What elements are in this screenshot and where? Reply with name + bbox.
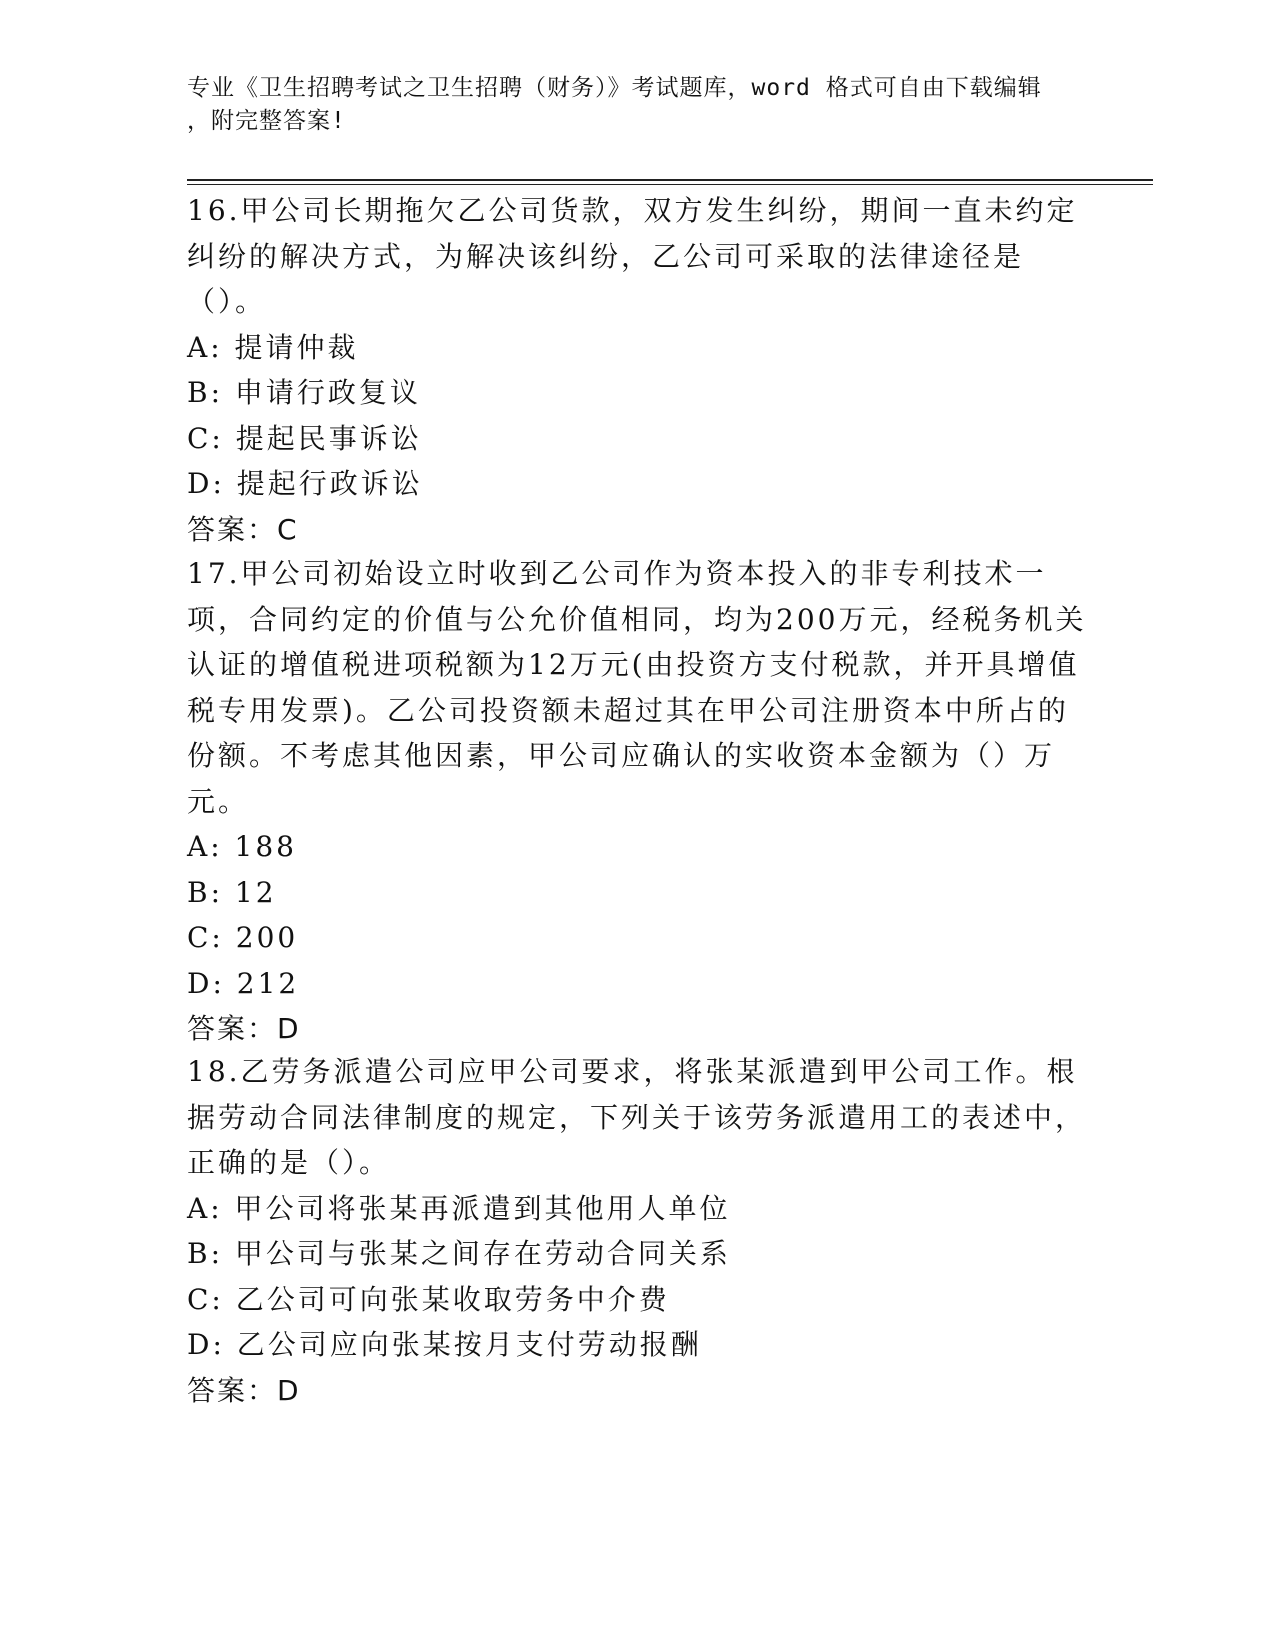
question-16 [187,188,1087,552]
question-stem: 17.甲公司初始设立时收到乙公司作为资本投入的非专利技术一项，合同约定的价值与公允价值相同，均为200万元，经税务机关认证的增值税进项税额为12万元(由投资方支付税款，并开具增值税专用发票)。乙公司投资额未超过其在甲公司注册资本中所占的份额。不考虑其他因素，甲公司应确认的实收资本金额为（）万元。 [187,557,1087,818]
header-divider-thin [187,184,1153,185]
question-18 [187,1049,1087,1413]
option-b: B: 申请行政复议 [187,376,421,409]
question-stem: 18.乙劳务派遣公司应甲公司要求，将张某派遣到甲公司工作。根据劳动合同法律制度的规定，下列关于该劳务派遣用工的表述中，正确的是（）。 [187,1055,1087,1179]
header-divider [187,179,1153,181]
document-header [187,72,1067,138]
option-d: D: 乙公司应向张某按月支付劳动报酬 [187,1328,702,1361]
answer: 答案：D [187,1012,301,1045]
option-c: C: 200 [187,921,299,954]
option-b: B: 甲公司与张某之间存在劳动合同关系 [187,1237,731,1270]
option-c: C: 乙公司可向张某收取劳务中介费 [187,1282,670,1316]
answer: 答案：D [187,1373,301,1407]
option-c: C: 提起民事诉讼 [187,421,422,455]
option-a: A: 提请仲裁 [187,330,359,364]
header-line-1: 专业《卫生招聘考试之卫生招聘（财务）》考试题库，word 格式可自由下载编辑 [187,75,1042,101]
option-d: D: 提起行政诉讼 [187,467,423,500]
option-d: D: 212 [187,966,300,1000]
option-a: A: 甲公司将张某再派遣到其他用人单位 [187,1191,731,1225]
option-b: B: 12 [187,875,277,909]
answer: 答案：C [187,512,299,546]
option-a: A: 188 [187,830,297,863]
header-line-2: ，附完整答案! [187,108,346,134]
question-stem: 16.甲公司长期拖欠乙公司货款，双方发生纠纷，期间一直未约定纠纷的解决方式，为解决该纠纷，乙公司可采取的法律途径是（）。 [187,194,1078,318]
question-17 [187,551,1087,1052]
